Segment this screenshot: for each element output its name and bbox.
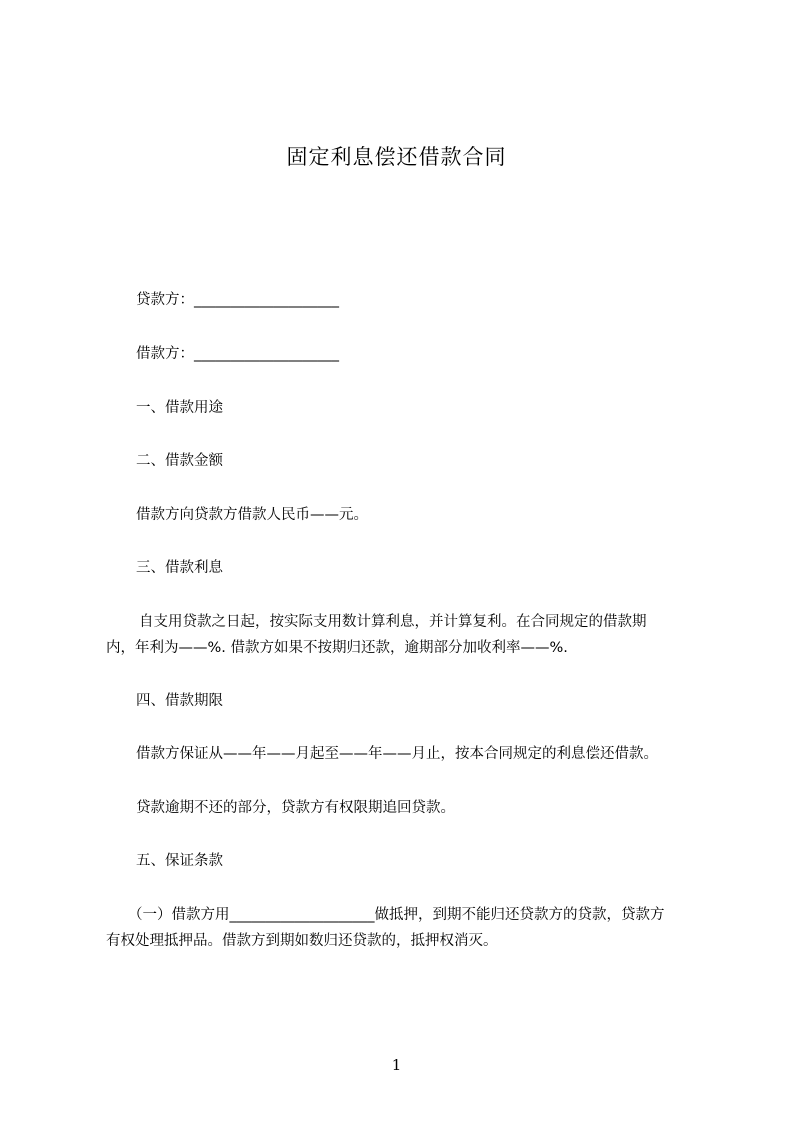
lender-line: 贷款方：____________________ (136, 292, 339, 308)
section-heading-amount: 二、借款金额 (136, 453, 223, 469)
amount-paragraph: 借款方向贷款方借款人民币——元。 (136, 507, 368, 523)
section-heading-guarantee: 五、保证条款 (136, 853, 223, 869)
borrower-line: 借款方：____________________ (136, 346, 339, 362)
section-heading-term: 四、借款期限 (136, 693, 223, 709)
section-heading-interest: 三、借款利息 (136, 560, 223, 576)
page-number: 1 (391, 1056, 402, 1074)
document-title: 固定利息偿还借款合同 (286, 145, 507, 169)
interest-paragraph-line-2: 内，年利为——%. 借款方如果不按期归还款，逾期部分加收利率——%. (106, 640, 568, 656)
section-heading-purpose: 一、借款用途 (136, 400, 223, 416)
overdue-paragraph: 贷款逾期不还的部分，贷款方有权限期追回贷款。 (136, 800, 455, 816)
term-paragraph: 借款方保证从——年——月起至——年——月止，按本合同规定的利息偿还借款。 (136, 746, 658, 762)
guarantee-paragraph-line-1: （一）借款方用____________________做抵押，到期不能归还贷款方的贷款，贷款方 (128, 907, 665, 923)
interest-paragraph-line-1: 自支用贷款之日起，按实际支用数计算利息，并计算复利。在合同规定的借款期 (139, 614, 647, 630)
guarantee-paragraph-line-2: 有权处理抵押品。借款方到期如数归还贷款的，抵押权消灭。 (106, 933, 498, 949)
